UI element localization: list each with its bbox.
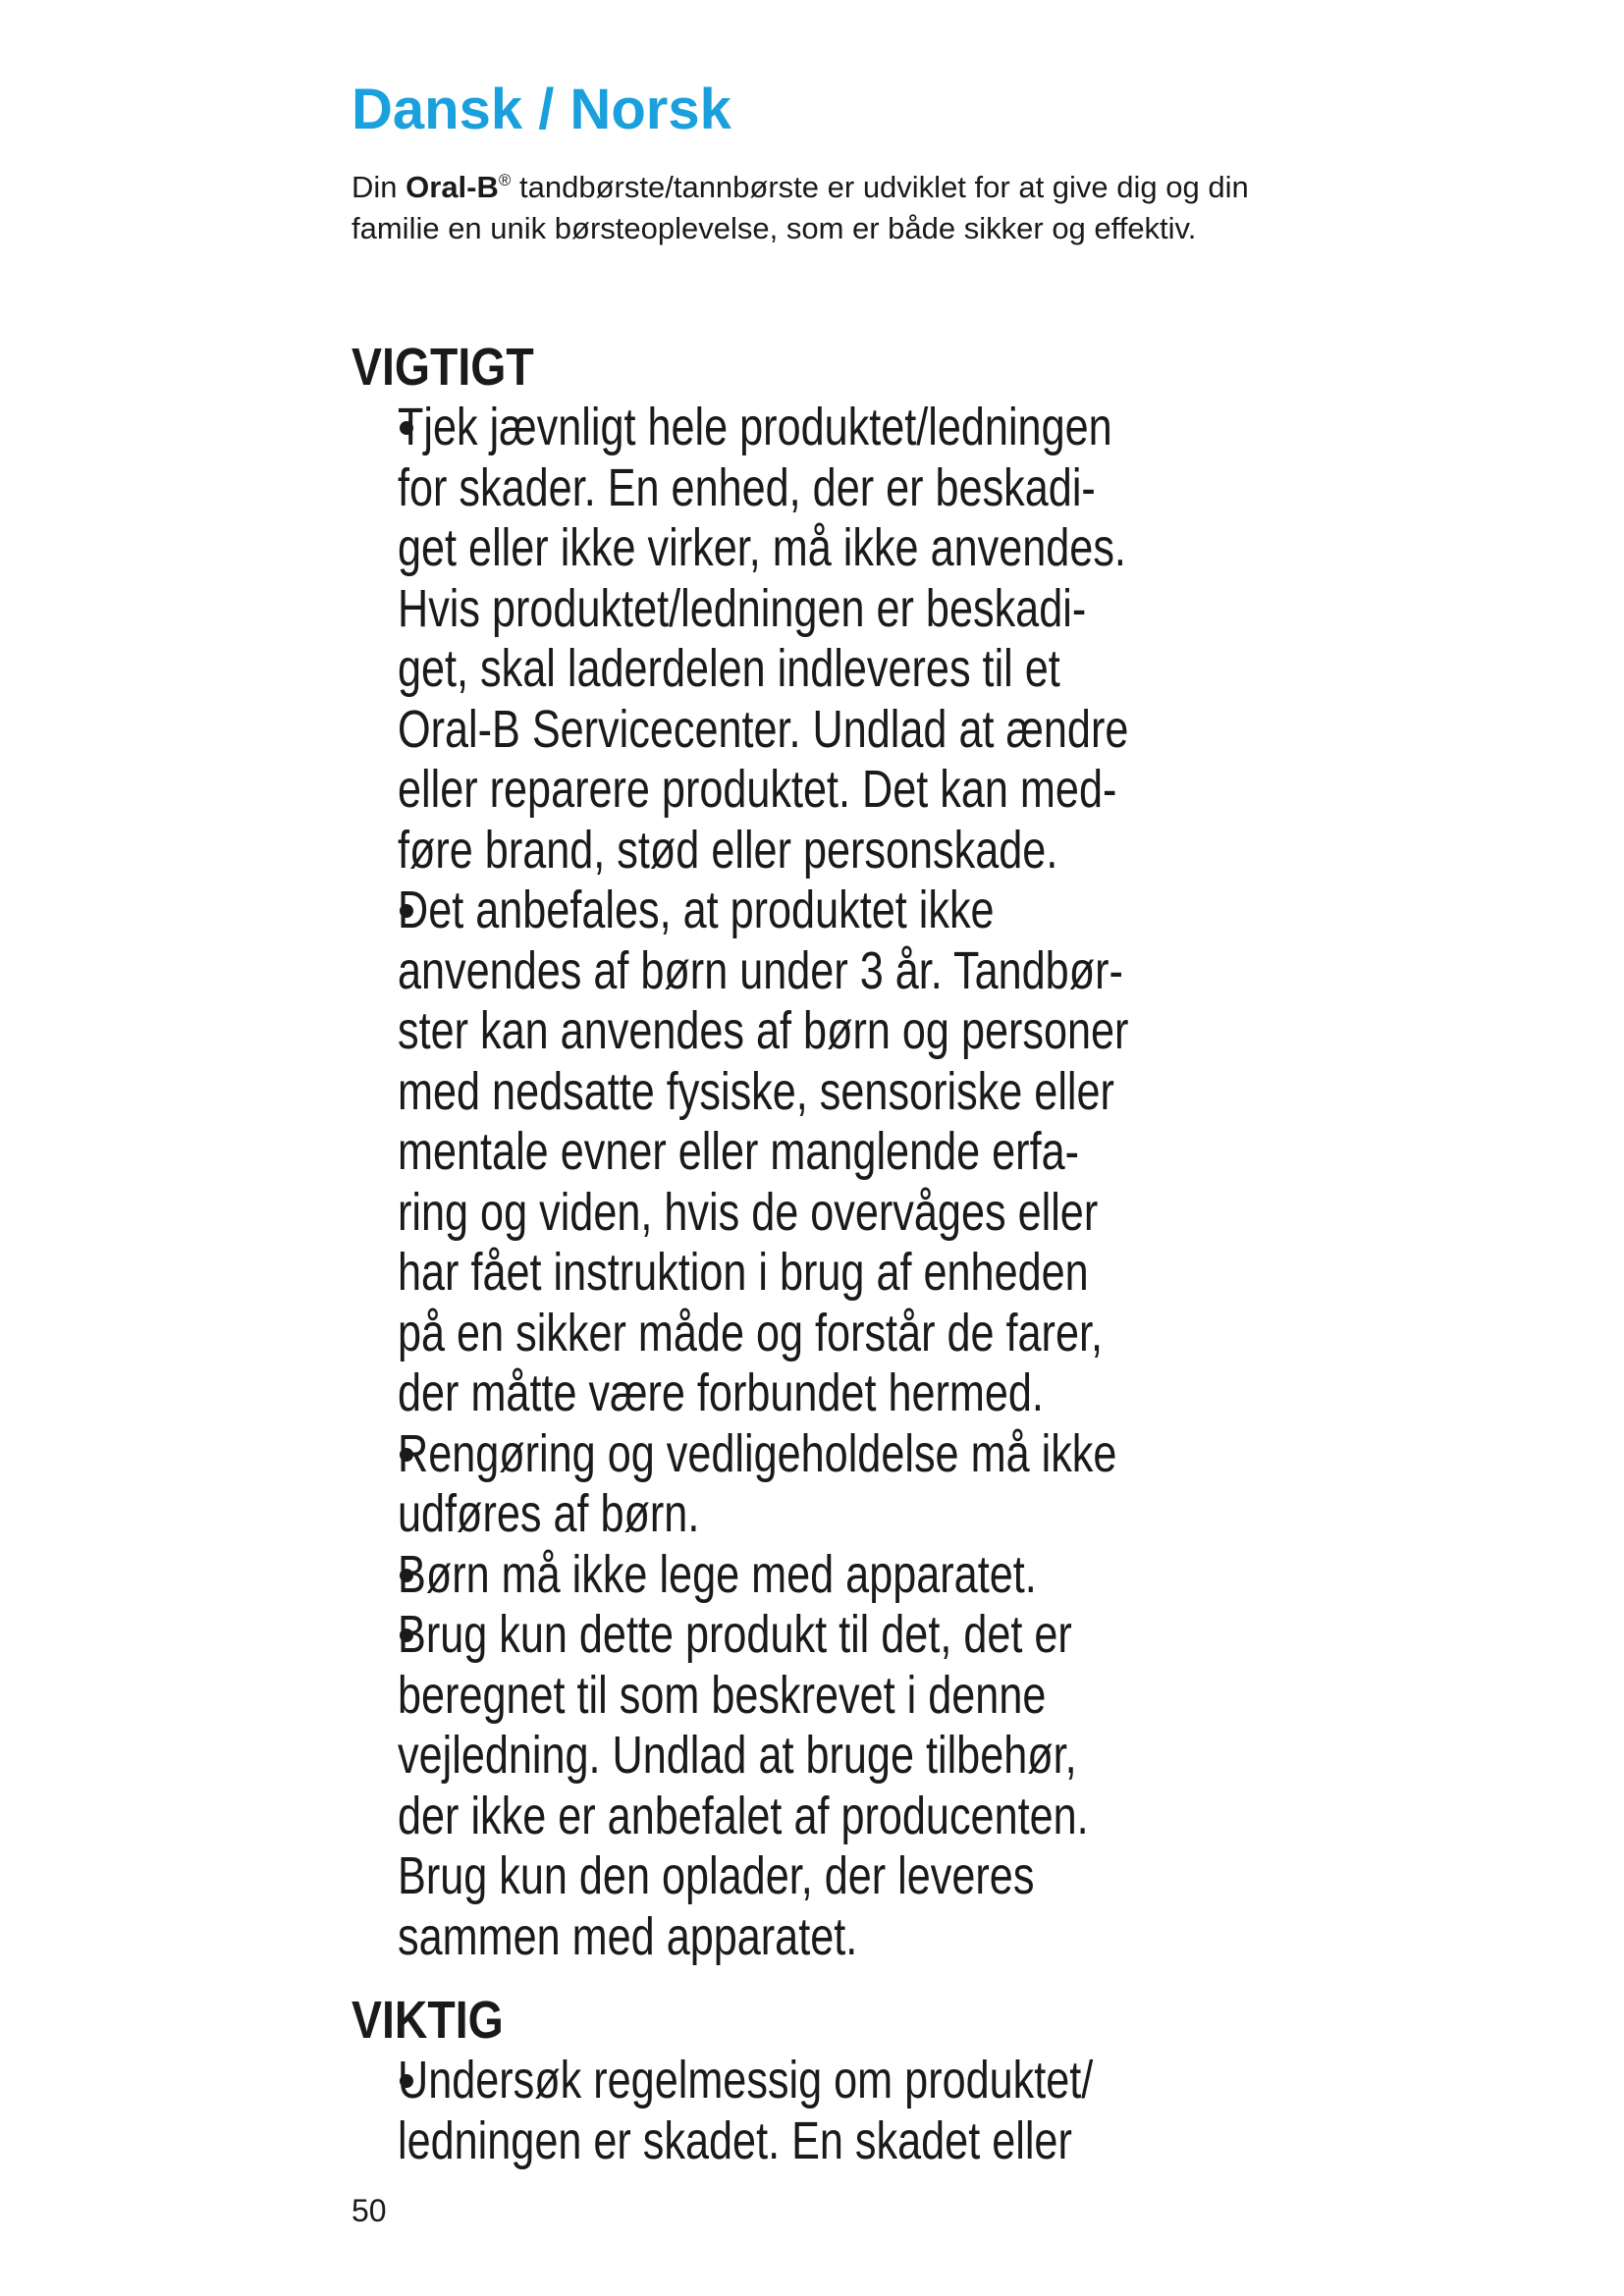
page-title: Dansk / Norsk [352, 78, 731, 141]
bullet-text: Tjek jævnligt hele produktet/ledningen for skader. En enhed, der er beskadi- get eller ikke virker, må ikke anvendes. Hvis produktet/ledningen er beskadi- get, skal laderdelen indleveres til et Oral-B Servicecenter. Undlad at ændre eller reparere produktet. Det kan med- føre brand, stød eller personskade. [398, 398, 1129, 880]
list-item [398, 398, 1321, 881]
bullet-text: Brug kun dette produkt til det, det er beregnet til som beskrevet i denne vejledning. Undlad at bruge tilbehør, der ikke er anbefalet af producenten. Brug kun den oplader, der leveres sammen med apparatet. [398, 1605, 1089, 1966]
bullet-text: Det anbefales, at produktet ikke anvendes af børn under 3 år. Tandbør- ster kan anvendes af børn og personer med nedsatte fysiske, sensoriske eller mentale evner eller manglende erfa- ring og viden, hvis de overvåges eller har fået instruktion i brug af enheden på en sikker måde og forstår de farer, der måtte være forbundet hermed. [398, 881, 1129, 1422]
intro-paragraph [352, 167, 1294, 249]
section-heading-viktig: VIKTIG [352, 1991, 504, 2050]
bullet-list-norwegian [398, 2051, 1321, 2171]
list-item [398, 1424, 1321, 1545]
page-number: 50 [352, 2193, 387, 2228]
list-item [398, 2051, 1321, 2171]
intro-text: tandbørste/tannbørste er udviklet for at give dig og din familie en unik børsteoplevelse, som er både sikker og effektiv. [352, 170, 1249, 245]
bullet-text: Rengøring og vedligeholdelse må ikke udføres af børn. [398, 1423, 1117, 1543]
brand-name: Oral-B [406, 170, 499, 204]
registered-mark: ® [498, 171, 512, 189]
bullet-text: Børn må ikke lege med apparatet. [398, 1544, 1037, 1604]
bullet-text: Undersøk regelmessig om produktet/ ledningen er skadet. En skadet eller [398, 2051, 1094, 2170]
section-heading-vigtigt: VIGTIGT [352, 338, 534, 397]
intro-prefix: Din [352, 170, 406, 204]
bullet-list-danish [398, 398, 1321, 1967]
list-item [398, 881, 1321, 1424]
list-item [398, 1545, 1321, 1606]
list-item [398, 1605, 1321, 1967]
